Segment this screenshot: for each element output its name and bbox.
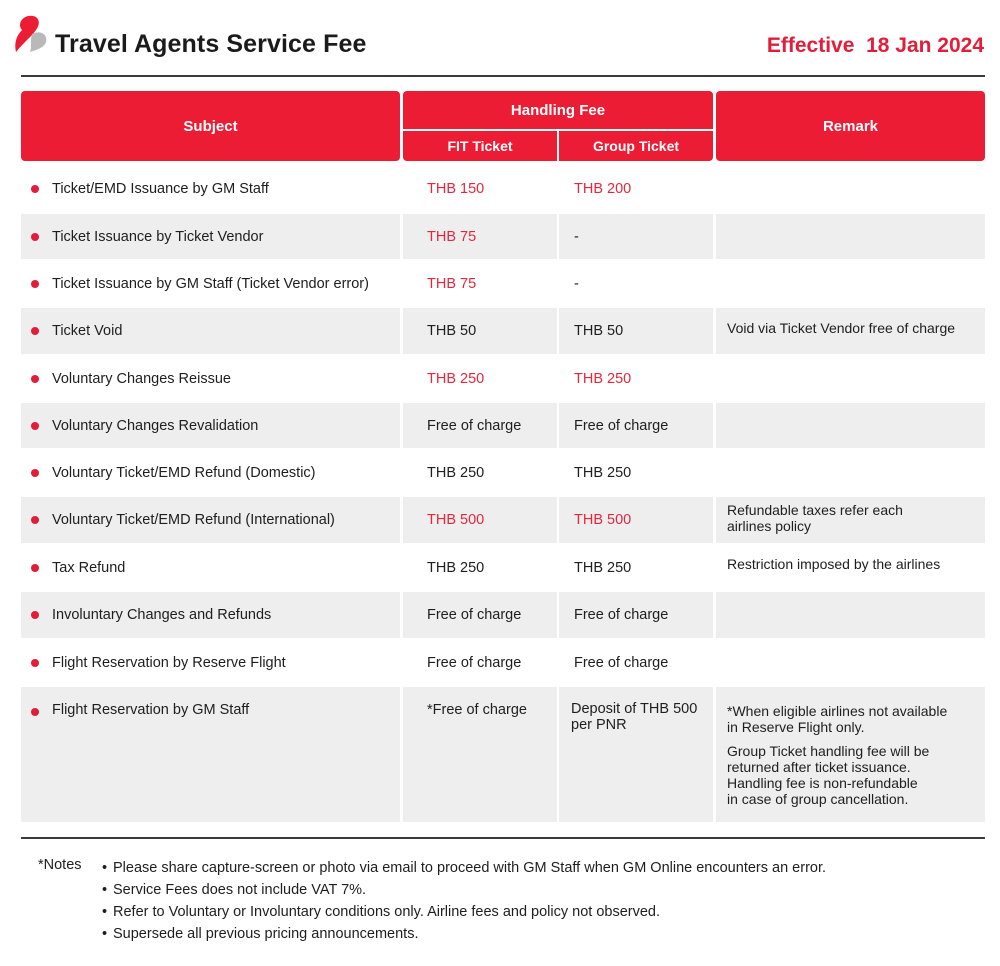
remark-cell: Restriction imposed by the airlines (727, 556, 941, 572)
fit-fee-cell: Free of charge (427, 654, 522, 671)
bullet-icon (31, 185, 39, 193)
group-fee-cell: - (574, 275, 579, 292)
table-row (21, 403, 985, 448)
column-header-handling-fee: Handling Fee (403, 91, 713, 129)
subject-cell: Voluntary Changes Reissue (21, 356, 400, 401)
table-row (21, 640, 985, 685)
group-fee-cell: - (559, 214, 713, 259)
column-header-subject: Subject (21, 91, 400, 161)
bullet-icon (31, 564, 39, 572)
fit-fee-cell: Free of charge (403, 403, 557, 448)
fit-fee-cell: THB 150 (427, 180, 485, 197)
remark-cell (716, 592, 985, 638)
group-fee-cell: Deposit of THB 500 per PNR (559, 687, 713, 822)
subject-cell: Ticket Void (21, 308, 400, 354)
group-fee-cell: THB 50 (559, 308, 713, 354)
remark-cell: *When eligible airlines not available in Reserve Flight only. Group Ticket handling fee will be returned after ticket issuance. Handling fee is non-refundable in case of group cancellation. (716, 687, 985, 822)
note-item: • Please share capture-screen or photo via email to proceed with GM Staff when GM Online encounters an error. (102, 857, 982, 879)
fit-fee-cell: THB 250 (427, 370, 485, 387)
fit-fee-cell: Free of charge (403, 592, 557, 638)
subject-cell: Voluntary Changes Revalidation (21, 403, 400, 448)
table-row (21, 214, 985, 259)
bullet-icon (31, 375, 39, 383)
note-item: • Service Fees does not include VAT 7%. (102, 879, 982, 901)
airline-logo-icon (8, 12, 50, 56)
bullet-icon (31, 327, 39, 335)
group-fee-cell: THB 200 (574, 180, 632, 197)
group-fee-cell: THB 250 (574, 370, 632, 387)
subject-cell: Ticket Issuance by GM Staff (Ticket Vendor error) (21, 261, 400, 306)
group-fee-cell: THB 250 (574, 559, 632, 576)
subject-cell: Flight Reservation by GM Staff (21, 687, 400, 822)
note-item: • Refer to Voluntary or Involuntary conditions only. Airline fees and policy not observed. (102, 901, 982, 923)
table-row (21, 261, 985, 306)
bullet-icon (31, 233, 39, 241)
table-row (21, 308, 985, 354)
remark-cell (716, 261, 985, 306)
group-fee-cell: Free of charge (559, 403, 713, 448)
bullet-icon (31, 469, 39, 477)
bullet-icon (31, 516, 39, 524)
group-fee-cell: THB 250 (574, 464, 632, 481)
subject-cell: Involuntary Changes and Refunds (21, 592, 400, 638)
note-item: • Supersede all previous pricing announcements. (102, 923, 982, 945)
bullet-icon (31, 611, 39, 619)
remark-cell (716, 356, 985, 401)
column-header-remark: Remark (716, 91, 985, 161)
bullet-icon (31, 659, 39, 667)
table-row (21, 356, 985, 401)
remark-cell (716, 640, 985, 685)
remark-cell: Void via Ticket Vendor free of charge (716, 308, 985, 354)
group-fee-cell: THB 500 (559, 497, 713, 543)
fit-fee-cell: THB 50 (403, 308, 557, 354)
fit-fee-cell: THB 250 (427, 559, 485, 576)
table-row (21, 687, 985, 822)
fit-fee-cell: *Free of charge (403, 687, 557, 822)
notes-list (102, 857, 982, 945)
fit-fee-cell: THB 250 (427, 464, 485, 481)
remark-cell: Refundable taxes refer each airlines policy (716, 497, 985, 543)
subject-cell: Voluntary Ticket/EMD Refund (Domestic) (21, 450, 400, 495)
notes-label: *Notes (38, 857, 82, 873)
remark-cell (716, 166, 985, 211)
fit-fee-cell: THB 500 (403, 497, 557, 543)
bottom-divider (21, 837, 985, 839)
page-header (0, 0, 1000, 76)
subject-cell: Voluntary Ticket/EMD Refund (International) (21, 497, 400, 543)
subject-cell: Ticket/EMD Issuance by GM Staff (21, 166, 400, 211)
subject-cell: Ticket Issuance by Ticket Vendor (21, 214, 400, 259)
subject-cell: Flight Reservation by Reserve Flight (21, 640, 400, 685)
top-divider (21, 75, 985, 77)
effective-date: Effective 18 Jan 2024 (766, 34, 984, 57)
fit-fee-cell: THB 75 (427, 275, 477, 292)
remark-cell (716, 403, 985, 448)
bullet-icon (31, 280, 39, 288)
table-row (21, 592, 985, 638)
table-row (21, 166, 985, 211)
page-title: Travel Agents Service Fee (55, 30, 367, 58)
column-header-fit-ticket: FIT Ticket (403, 131, 557, 161)
bullet-icon (31, 422, 39, 430)
table-row (21, 545, 985, 590)
bullet-icon (31, 708, 39, 716)
subject-cell: Tax Refund (21, 545, 400, 590)
group-fee-cell: Free of charge (574, 654, 669, 671)
column-header-group-ticket: Group Ticket (559, 131, 713, 161)
fit-fee-cell: THB 75 (403, 214, 557, 259)
remark-cell (716, 450, 985, 495)
table-row (21, 497, 985, 543)
remark-cell (716, 214, 985, 259)
group-fee-cell: Free of charge (559, 592, 713, 638)
table-row (21, 450, 985, 495)
